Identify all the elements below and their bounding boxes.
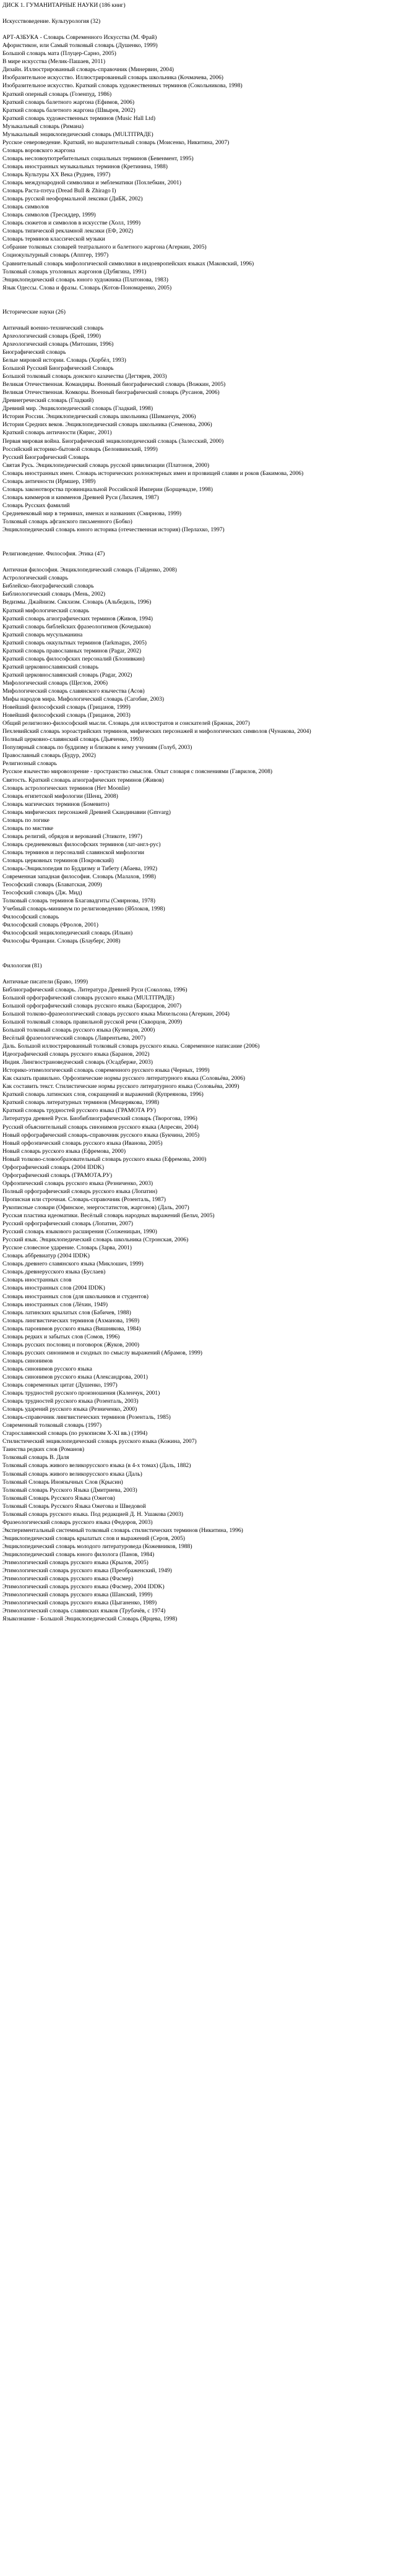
list-item: Мифологический словарь (Щеглов, 2006) xyxy=(2,679,108,687)
list-item: Пехлевийский словарь зороастрийских терминов, мифических персонажей и мифологических символов (Чунакова, 2004) xyxy=(2,728,311,735)
list-item: Орфоэпический словарь русского языка (Резниченко, 2003) xyxy=(2,1179,153,1187)
list-item: Полный церковно-славянский словарь (Дьяченко, 1993) xyxy=(2,736,144,743)
list-item: Великая Отечественная. Комкоры. Военный биографический словарь (Русанов, 2006) xyxy=(2,389,220,396)
list-item: Античная философия. Энциклопедический словарь (Гайденко, 2008) xyxy=(2,567,177,574)
list-item: Большой орфографический словарь русского языка (Барогдаров, 2007) xyxy=(2,1002,182,1009)
spacer xyxy=(2,9,394,17)
list-item: Большой орфографический словарь русского языка (MULTIТРАДЕ) xyxy=(2,994,174,1001)
list-item: Краткий словарь агиографических терминов (Живов, 1994) xyxy=(2,615,153,622)
spacer xyxy=(2,300,394,308)
list-item: Словарь синонимов русского языка (Александрова, 2001) xyxy=(2,1373,148,1380)
spacer xyxy=(2,25,394,33)
list-item: Краткий словарь мусульманина xyxy=(2,631,83,638)
section-list xyxy=(2,566,394,945)
list-item: Философский словарь (Фролов, 2001) xyxy=(2,922,99,929)
list-item: Словарь египетской мифологии (Шенц, 2008) xyxy=(2,792,118,800)
list-item: Большой толковый словарь русского языка (Кузнецов, 2000) xyxy=(2,1026,155,1033)
list-item: Большой толково-фразеологический словарь русского языка Михельсона (Агеркин, 2004) xyxy=(2,1010,230,1017)
list-item: Идеографический словарь русского языка (Баранов, 2002) xyxy=(2,1051,150,1058)
list-item: Толковый словарь русского языка. Под редакцией Д. Н. Ушакова (2003) xyxy=(2,1510,183,1518)
list-item: Новейший философский словарь (Грицанов, 1999) xyxy=(2,704,131,711)
list-item: Краткий церковнославянский словарь (Pagar, 2002) xyxy=(2,671,132,678)
list-item: Музыкальный словарь (Римана) xyxy=(2,122,84,130)
section-list xyxy=(2,324,394,534)
list-item: Словарь иностранных слов (для школьников и студентов) xyxy=(2,1293,148,1300)
list-item: Словарь ударений русского языка (Резниченко, 2000) xyxy=(2,1406,137,1413)
spacer xyxy=(2,542,394,550)
list-item: Этимологический словарь русского языка (Цыганенко, 1989) xyxy=(2,1599,157,1607)
list-item: Толковый Словарь Иноязычных Слов (Крысин) xyxy=(2,1478,123,1486)
list-item: Языкознание - Большой Энциклопедический Словарь (Ярцева, 1998) xyxy=(2,1615,178,1623)
list-item: Словарь церковных терминов (Покровский) xyxy=(2,857,114,864)
list-item: Краткий словарь православных терминов (Pagar, 2002) xyxy=(2,647,142,654)
list-item: Словарь по логике xyxy=(2,816,50,824)
list-item: Словарь иностранных музыкальных терминов (Кретинина, 1988) xyxy=(2,163,168,170)
list-item: Словарь символов xyxy=(2,203,49,211)
list-item: Философский энциклопедический словарь (Ильин) xyxy=(2,930,133,937)
list-item: Словарь древнерусского языка (Буслаев) xyxy=(2,1269,106,1276)
list-item: Толковый Словарь Русского Языка (Ожегов) xyxy=(2,1494,115,1502)
list-item: Философы Франции. Словарь (Блауберг, 2008) xyxy=(2,938,121,945)
list-item: Библиографический словарь. Литература Древней Руси (Соколова, 1996) xyxy=(2,986,187,993)
list-item: Белые мировой истории. Словарь (Хорбёл, 1993) xyxy=(2,357,126,364)
spacer xyxy=(2,292,394,300)
list-item: Таинства редких слов (Романов) xyxy=(2,1446,85,1453)
list-item: Краткий словарь библейских фразеологизмов (Кочедыков) xyxy=(2,623,151,630)
list-item: Словарь лингвистических терминов (Ахманова, 1969) xyxy=(2,1317,140,1324)
list-item: Словарь синонимов русского языка xyxy=(2,1365,92,1372)
list-item: Полный орфографический словарь русского языка (Лопатин) xyxy=(2,1187,158,1195)
list-item: Учебный словарь-минимум по религиоведению (Яблоков, 1998) xyxy=(2,905,165,913)
list-item: Словарь синонимов xyxy=(2,1357,53,1364)
list-item: Русский объяснительный словарь синонимов русского языка (Апресян, 2004) xyxy=(2,1123,199,1131)
list-item: Святость. Краткий словарь агиографических терминов (Живов) xyxy=(2,776,164,784)
list-item: Экспериментальный системный толковый словарь стилистических терминов (Никитина, 1996) xyxy=(2,1526,243,1534)
list-item: Орфографический словарь (2004 IDDK) xyxy=(2,1163,105,1171)
list-item: Словарь-Энциклопедия по Буддизму и Тибету (Абаева, 1992) xyxy=(2,865,158,873)
list-item: Краткий словарь балетного жаргона (Ефимов, 2006) xyxy=(2,98,135,106)
list-item: Словарь иностранных слов xyxy=(2,1277,72,1284)
list-item: Стилистический энциклопедический словарь русского языка (Кожина, 2007) xyxy=(2,1438,197,1445)
list-item: Энциклопедический словарь юного филолога (Панов, 1984) xyxy=(2,1551,155,1558)
list-item: Новейший философский словарь (Грицанов, 2003) xyxy=(2,712,131,719)
list-item: Даль. Большой иллюстрированный толковый словарь русского языка. Современное написание (2006) xyxy=(2,1043,260,1050)
list-item: Археологический словарь (Брей, 1990) xyxy=(2,332,101,340)
list-item: Краткий словарь художественных терминов (Music Hall Ltd) xyxy=(2,114,156,122)
list-item: АРТ-АЗБУКА - Словарь Современного Искусства (М. Фрай) xyxy=(2,34,157,41)
sections-container xyxy=(2,17,394,1623)
list-item: Православный словарь (Будур, 2002) xyxy=(2,752,96,760)
list-item: Дизайн. Иллюстрированный словарь-справочник (Минервин, 2004) xyxy=(2,66,174,74)
list-item: Русское североведение. Краткий, но выразительный словарь (Моисенко, Никитина, 2007) xyxy=(2,139,230,146)
list-item: Старославянский словарь (по рукописям X-XI вв.) (1994) xyxy=(2,1430,148,1437)
list-item: Общий религиозно-философский мысли. Словарь для иллюстратов и соискателей (Бржнак, 2007) xyxy=(2,720,250,727)
list-item: Этимологический словарь русского языка (Фасмер, 2004 IDDK) xyxy=(2,1583,165,1591)
list-item: Словарь иностранных слов (2004 IDDK) xyxy=(2,1285,105,1292)
list-item: Язык Одессы. Слова и фразы. Словарь (Котов-Пономаренко, 2005) xyxy=(2,284,172,291)
list-item: Словарь Раста-пэтуа (Dread Bull & Zhirago I) xyxy=(2,187,116,195)
list-item: Афористикон, или Самый толковый словарь (Душенко, 1999) xyxy=(2,42,158,49)
list-item: Новый орфоэпический словарь русского языка (Иванова, 2005) xyxy=(2,1139,163,1147)
list-item: Краткий мифологический словарь xyxy=(2,607,90,614)
list-item: Словарь русской неоформальной лексики (ДиБК, 2002) xyxy=(2,195,143,203)
list-item: Античный военно-технический словарь xyxy=(2,324,104,332)
section-heading: Филология (81) xyxy=(2,962,42,969)
list-item: Мифологический словарь славянского язычества (Асов) xyxy=(2,687,145,695)
list-item: Мифы народов мира. Мифологический словарь (Сагобие, 2003) xyxy=(2,696,165,703)
list-item: Сравнительный словарь мифологической символики в индоевропейских языках (Маковский, 1996) xyxy=(2,260,254,267)
list-item: Фразеологический словарь русского языка (Федоров, 2003) xyxy=(2,1518,153,1526)
list-item: Музыкальный энциклопедический словарь (MULTIТРАДЕ) xyxy=(2,131,153,138)
list-item: Русский Биографический Словарь xyxy=(2,453,90,461)
list-item: Словарь мифических персонажей Древней Скандинавии (Gmvarg) xyxy=(2,808,171,816)
list-item: Весёлый фразеологический словарь (Лаврентьева, 2007) xyxy=(2,1035,146,1042)
list-item: Словарь религий, обрядов и верований (Эликоте, 1997) xyxy=(2,832,142,840)
section-heading: Религиоведение. Философия. Этика (47) xyxy=(2,550,105,558)
list-item: Теософский словарь (Дж. Мид) xyxy=(2,889,82,897)
list-item: Толковый словарь афганского письменного (Бобко) xyxy=(2,518,132,525)
list-item: Русский словарь языкового расширения (Солженицын, 1990) xyxy=(2,1228,157,1236)
list-item: Толковый словарь В. Даля xyxy=(2,1454,69,1461)
list-item: Философский словарь xyxy=(2,914,59,921)
list-item: Словарь иностранных имен. Словарь исторических ролонжтерных имен и прозвищей славян и роков (Бакимова, 2006) xyxy=(2,469,304,477)
list-item: Теософский словарь (Блаватская, 2009) xyxy=(2,881,102,889)
list-item: Социокультурный словарь (Аппгер, 1997) xyxy=(2,252,109,259)
list-item: Русская пластика идеоматики. Весёлый словарь народных выражений (Бельч, 2005) xyxy=(2,1212,215,1220)
list-item: Краткий оперный словарь (Гозенпуд, 1986) xyxy=(2,90,112,98)
list-item: Русский орфографический словарь (Лопатин, 2007) xyxy=(2,1220,133,1228)
section-heading: Искусствоведение. Культурология (32) xyxy=(2,18,101,25)
list-item: Историко-этимологический словарь современного русского языка (Черных, 1999) xyxy=(2,1067,210,1074)
list-item: В мире искусства (Мелик-Пашаев, 2011) xyxy=(2,58,106,66)
list-item: Энциклопедический словарь крылатых слов и выражений (Серов, 2005) xyxy=(2,1534,185,1542)
list-item: Изобразительное искусство. Иллюстрированный словарь школьника (Кочмачева, 2006) xyxy=(2,74,223,82)
list-item: Этимологический словарь русского языка (Фасмер) xyxy=(2,1575,134,1583)
list-item: Библиологический словарь (Мень, 2002) xyxy=(2,591,106,598)
list-item: Словарь терминов и персоналий славянской мифологии xyxy=(2,849,144,856)
list-item: Словарь Культуры XX Века (Руднев, 1997) xyxy=(2,171,111,178)
spacer xyxy=(2,954,394,962)
list-item: Краткий словарь трудностей русского языка (ГРАМОТА РУ) xyxy=(2,1107,156,1115)
list-item: Средневековый мир в терминах, именах и названиях (Смирнова, 1999) xyxy=(2,510,182,517)
list-item: Словарь трудностей русского произношения (Каленчук, 2001) xyxy=(2,1390,160,1397)
list-item: Краткий словарь латинских слов, сокращений и выражений (Купреянова, 1996) xyxy=(2,1091,204,1098)
list-item: Большой Русский Биографический Словарь xyxy=(2,365,114,372)
list-item: Большой толковый словарь донского казачества (Дегтярев, 2003) xyxy=(2,373,167,380)
list-item: Как сказать правильно. Орфоэпические нормы русского литературного языка (Соловьёва, 2006) xyxy=(2,1075,246,1082)
section-list xyxy=(2,33,394,292)
list-item: Словарь Русских фамилий xyxy=(2,502,70,509)
list-item: Новый орфографический словарь-справочник русского языка (Букчина, 2005) xyxy=(2,1131,200,1139)
list-item: Краткий словарь философских персоналий (Блонивкин) xyxy=(2,655,145,662)
list-item: Орфографический словарь (ГРАМОТА.РУ) xyxy=(2,1171,113,1179)
section-heading: Исторические науки (26) xyxy=(2,308,66,315)
list-item: Словарь русских пословиц и поговорок (Жуков, 2000) xyxy=(2,1341,140,1348)
list-item: Энциклопедический словарь юного историка (отечественная история) (Перлахко, 1997) xyxy=(2,526,225,534)
list-item: Древнегреческий словарь (Гладкий) xyxy=(2,397,94,404)
list-item: Русский язык. Энциклопедический словарь школьника (Стронская, 2006) xyxy=(2,1236,189,1244)
spacer xyxy=(2,970,394,978)
list-item: Русское словесное ударение. Словарь (Зарва, 2001) xyxy=(2,1244,132,1252)
list-item: Краткий церковнославянский словарь xyxy=(2,663,99,670)
list-item: Библейско-биографический словарь xyxy=(2,583,94,590)
list-item: Словарь терминов классической музыки xyxy=(2,236,105,243)
list-item: Словарь русских синонимов и сходных по смыслу выражений (Абрамов, 1999) xyxy=(2,1349,202,1356)
list-item: Религиозный словарь xyxy=(2,760,57,768)
list-item: Прописная или строчная. Словарь-справочник (Розенталь, 1987) xyxy=(2,1196,166,1203)
list-item: Толковый словарь терминов Бхагавадгиты (Смирнова, 1978) xyxy=(2,897,155,905)
section-list xyxy=(2,978,394,1624)
list-item: Великая Отечественная. Командиры. Военный биографический словарь (Вожкин, 2005) xyxy=(2,381,226,388)
list-item: Этимологический словарь русского языка (Преображенский, 1949) xyxy=(2,1567,172,1575)
list-item: Словарь современных цитат (Душенко, 1997) xyxy=(2,1382,118,1389)
list-item: Словарь-справочник лингвистических терминов (Розенталь, 1985) xyxy=(2,1414,171,1421)
list-item: Словарь типической рекламной лексики (ЕФ, 2002) xyxy=(2,228,134,235)
list-item: Словарь латинских крылатых слов (Бабичев, 1988) xyxy=(2,1309,131,1316)
list-item: Словарь древнего славянского языка (Миклошич, 1999) xyxy=(2,1260,144,1268)
list-item: Этимологический словарь славянских языков (Трубачёв, с 1974) xyxy=(2,1607,166,1615)
list-item: Словарь паронимов русского языка (Вишнякова, 1984) xyxy=(2,1325,141,1332)
list-item: Рукописные словари (Офинское, энергостатистов, жаргонов) (Даль, 2007) xyxy=(2,1204,189,1211)
spacer xyxy=(2,534,394,542)
list-item: Словарь магических терминов (Бомевито) xyxy=(2,800,110,808)
list-item: Словарь сюжетов и символов в искусстве (Холл, 1999) xyxy=(2,220,141,227)
list-item: Словарь астрологических терминов (Нет Moonlie) xyxy=(2,784,130,792)
list-item: Этимологический словарь русского языка (Шанский, 1999) xyxy=(2,1591,153,1599)
spacer xyxy=(2,945,394,953)
list-item: Толковый словарь живого великорусского языка (Даль) xyxy=(2,1470,142,1478)
list-item: Литература древней Руси. Биобиблиографический словарь (Творогова, 1996) xyxy=(2,1115,197,1123)
list-item: Новый словарь русского языка (Ефремова, 2000) xyxy=(2,1147,126,1155)
list-item: Современная западная философия. Словарь (Малахов, 1998) xyxy=(2,873,156,881)
list-item: Словарь средневековых философских терминов (лат-англ-рус) xyxy=(2,841,161,848)
list-item: Первая мировая война. Биографический энциклопедический словарь (Залесский, 2000) xyxy=(2,437,224,445)
list-item: Этимологический словарь русского языка (Крылов, 2005) xyxy=(2,1559,148,1567)
list-item: Словарь античности (Ирмшер, 1989) xyxy=(2,477,96,485)
list-item: Толковый словарь Русского Языка (Дмитриева, 2003) xyxy=(2,1486,137,1494)
list-item: Словарь трудностей русского языка (Розенталь, 2003) xyxy=(2,1398,139,1405)
list-item: Собрание толковых словарей театрального и балетного жаргона (Агеркин, 2005) xyxy=(2,244,207,251)
list-item: Словарь несловоупотребительных социальных терминов (Бевенмент, 1995) xyxy=(2,155,194,162)
list-item: Толковый словарь живого великорусского языка (в 4-х томах) (Даль, 1882) xyxy=(2,1462,191,1470)
list-item: Античные писатели (Браво, 1999) xyxy=(2,978,88,985)
list-item: Энциклопедический словарь молодого литературоведа (Кожевников, 1988) xyxy=(2,1543,192,1550)
spacer xyxy=(2,558,394,566)
list-item: Словарь международной символики и эмблематики (Похлебкин, 2001) xyxy=(2,179,181,187)
list-item: Толковый словарь уголовных жаргонов (Дубягина, 1991) xyxy=(2,268,147,275)
list-item: Словарь символов (Тресиддер, 1999) xyxy=(2,212,96,219)
list-item: История России. Энциклопедический словарь школьника (Шиманчук, 2006) xyxy=(2,413,196,421)
list-item: Большой толковый словарь правильной русской речи (Скворцов, 2009) xyxy=(2,1018,183,1025)
list-item: Биографический словарь xyxy=(2,349,66,356)
list-item: История Средних веков. Энциклопедический словарь школьника (Семенова, 2006) xyxy=(2,421,212,429)
list-item: Краткий словарь оккультных терминов (farkmagus, 2005) xyxy=(2,639,147,646)
list-item: Словарь иностранных слов (Лёхин, 1949) xyxy=(2,1301,108,1308)
list-item: Ведизмы. Джайнизм. Сикхизм. Словарь (Альбедиль, 1996) xyxy=(2,599,152,606)
list-item: Древний мир. Энциклопедический словарь (Гладкий, 1998) xyxy=(2,405,153,413)
list-item: Русское язычество мировоззрение - пространство смыслов. Опыт словаря с пояснениями (Гаврилов, 2008) xyxy=(2,768,273,776)
list-item: Словарь по мистике xyxy=(2,824,54,832)
list-item: Энциклопедический словарь юного художника (Платонова, 1983) xyxy=(2,276,168,283)
list-item: Как составить текст. Стилистические нормы русского литературного языка (Соловьёва, 2009) xyxy=(2,1083,239,1090)
list-item: Популярный словарь по буддизму и близким к нему учениям (Голуб, 2003) xyxy=(2,744,192,751)
list-item: Словарь воровского жаргона xyxy=(2,147,75,154)
list-item: Большой словарь мата (Плуцер-Сарно, 2005) xyxy=(2,50,116,58)
document-title: ДИСК 1. ГУМАНИТАРНЫЕ НАУКИ (186 книг) xyxy=(2,2,126,9)
list-item: Археологический словарь (Митошин, 1996) xyxy=(2,340,114,348)
list-item: Индия. Лингвострановедческий словарь (Осадберже, 2003) xyxy=(2,1059,153,1066)
list-item: Словарь редких и забытых слов (Сомов, 1996) xyxy=(2,1333,120,1340)
list-item: Новый толково-словообразовательный словарь русского языка (Ефремова, 2000) xyxy=(2,1155,207,1163)
spacer xyxy=(2,316,394,324)
list-item: Изобразительное искусство. Краткий словарь художественных терминов (Сокольникова, 1998) xyxy=(2,82,243,90)
list-item: Современный толковый словарь (1997) xyxy=(2,1422,102,1429)
list-item: Толковый Словарь Русского Языка Ожегова и Шведовой xyxy=(2,1502,146,1510)
list-item: Словарь киммеров и кимменов Древней Руси (Лихачев, 1987) xyxy=(2,494,159,501)
list-item: Краткий словарь балетного жаргона (Швырев, 2002) xyxy=(2,106,136,114)
list-item: Краткий словарь античности (Кирис, 2001) xyxy=(2,429,112,437)
list-item: Словарь аббревиатур (2004 IDDK) xyxy=(2,1252,90,1260)
list-item: Российский историко-бытовой словарь (Белоивинский, 1999) xyxy=(2,445,158,453)
list-item: Краткий словарь литературных терминов (Мещерякова, 1998) xyxy=(2,1099,160,1106)
list-item: Святая Русь. Энциклопедический словарь русской цивилизации (Платонов, 2000) xyxy=(2,461,210,469)
list-item: Астрологический словарь xyxy=(2,575,68,582)
list-item: Словарь законотворства провинциальной Российской Империи (Борщевадзе, 1998) xyxy=(2,486,213,493)
